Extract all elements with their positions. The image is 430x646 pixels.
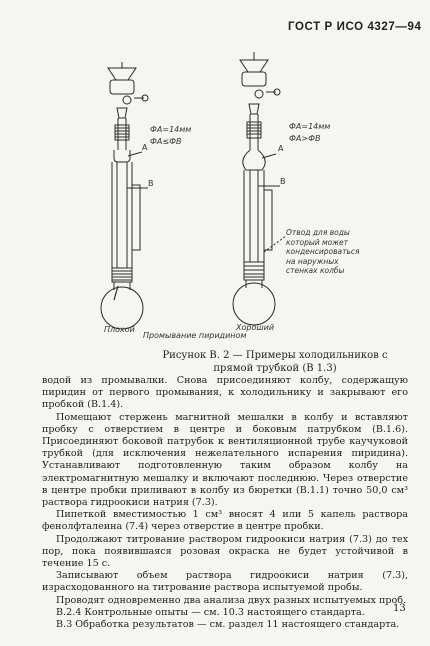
paragraph: водой из промывалки. Снова присоединяют колбу, содержащую пиридин от первого промывания, к холодильнику и закрывают его пробкой (В.1.4). — [42, 375, 408, 411]
left-condenser-drawing — [101, 62, 148, 329]
right-marker-b: В — [280, 177, 286, 186]
left-verdict-label: Плохой — [104, 325, 135, 334]
paragraph: Помещают стержень магнитной мешалки в колбу и вставляют пробку с отверстием в центре и боковым патрубком (В.1.6). Присоединяют боковой патрубок к вентиляционной трубе каучуковой трубкой (для исключения нежелательного испарения пиридина). Устанавливают подготовленную таким образом колбу на электромагнитную мешалку и включают последнюю. Через отверстие в центре пробки приливают в колбу из бюретки (В.1.1) точно 50,0 см³ раствора гидроокиси натрия (7.3). — [42, 411, 408, 509]
right-phi-relation-label: ФА>ФВ — [289, 134, 321, 143]
figure-caption: Рисунок В. 2 — Примеры холодильников с прямой трубкой (В 1.3) — [162, 350, 388, 374]
paragraph: Проводят одновременно два анализа двух разных испытуемых проб. — [56, 594, 407, 606]
page-header: ГОСТ Р ИСО 4327—94 — [288, 21, 422, 33]
right-verdict-label: Хороший — [236, 323, 275, 332]
left-marker-b: В — [148, 179, 154, 188]
page-number: 13 — [393, 603, 406, 614]
paragraph: Пипеткой вместимостью 1 см³ вносят 4 или 5 капель раствора фенолфталеина (7.4) через отверстие в центре пробки. — [42, 509, 408, 533]
left-note-label: Промывание пиридином — [143, 331, 247, 340]
body-text — [42, 375, 408, 631]
right-condenser-drawing — [233, 52, 286, 325]
right-note-label: Отвод для воды который может конденсироваться на наружных стенках колбы — [286, 228, 360, 275]
left-marker-a: А — [142, 143, 148, 152]
left-phi-relation-label: ФА≤ФВ — [150, 137, 182, 146]
left-phi-a-label: ФА=14мм — [150, 125, 192, 134]
right-marker-a: А — [278, 144, 284, 153]
section-paragraph: В.3 Обработка результатов — см. раздел 11 настоящего стандарта. — [56, 619, 400, 631]
paragraph: Записывают объем раствора гидроокиси натрия (7.3), израсходованного на титрование раствора испытуемой пробы. — [42, 570, 408, 594]
right-phi-a-label: ФА=14мм — [289, 122, 331, 131]
section-paragraph: В.2.4 Контрольные опыты — см. 10.3 настоящего стандарта. — [56, 606, 365, 618]
paragraph: Продолжают титрование раствором гидроокиси натрия (7.3) до тех пор, пока появившаяся розовая окраска не будет устойчивой в течение 15 с. — [42, 533, 408, 570]
